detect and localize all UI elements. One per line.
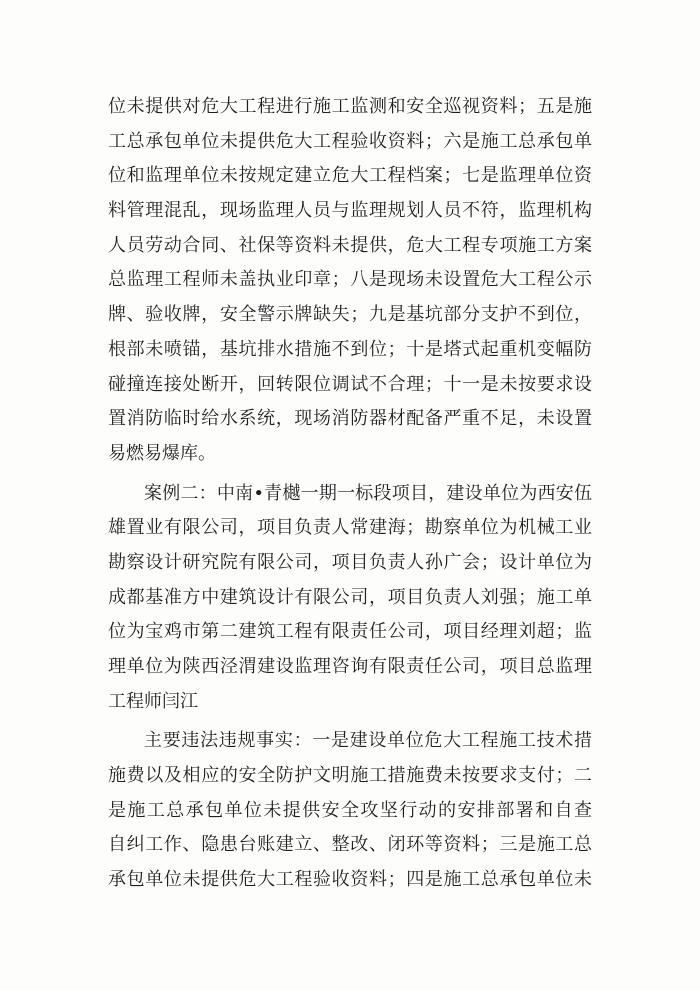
text-line: 案例二：中南•青樾一期一标段项目，建设单位为西安伍 xyxy=(144,482,592,504)
text-line: 自纠工作、隐患台账建立、整改、闭环等资料；三是施工总 xyxy=(108,834,592,856)
text-line: 位和监理单位未按规定建立危大工程档案；七是监理单位资 xyxy=(108,165,592,187)
text-line: 工总承包单位未提供危大工程验收资料；六是施工总承包单 xyxy=(108,130,592,152)
text-line: 易燃易爆库。 xyxy=(108,442,216,464)
text-line: 料管理混乱，现场监理人员与监理规划人员不符，监理机构 xyxy=(108,200,592,222)
text-line: 理单位为陕西泾渭建设监理咨询有限责任公司，项目总监理 xyxy=(108,656,592,677)
text-line: 是施工总承包单位未提供安全攻坚行动的安排部署和自查 xyxy=(108,799,592,821)
text-line: 置消防临时给水系统，现场消防器材配备严重不足，未设置 xyxy=(108,408,592,430)
text-line: 根部未喷锚，基坑排水措施不到位；十是塔式起重机变幅防 xyxy=(108,338,592,360)
text-line: 人员劳动合同、社保等资料未提供，危大工程专项施工方案 xyxy=(108,234,592,256)
text-line: 位未提供对危大工程进行施工监测和安全巡视资料；五是施 xyxy=(108,96,592,117)
text-line: 雄置业有限公司，项目负责人常建海；勘察单位为机械工业 xyxy=(108,517,592,539)
text-line: 总监理工程师未盖执业印章；八是现场未设置危大工程公示 xyxy=(108,269,592,291)
text-line: 位为宝鸡市第二建筑工程有限责任公司，项目经理刘超；监 xyxy=(108,621,592,643)
text-line: 勘察设计研究院有限公司，项目负责人孙广会；设计单位为 xyxy=(108,551,592,573)
text-line: 碰撞连接处断开，回转限位调试不合理；十一是未按要求设 xyxy=(108,373,592,395)
text-line: 承包单位未提供危大工程验收资料；四是施工总承包单位未 xyxy=(108,869,592,891)
document-body xyxy=(108,90,592,898)
paragraph-main-violations xyxy=(108,724,592,897)
paragraph-case-two xyxy=(108,477,592,720)
paragraph-violations-continued xyxy=(108,90,592,472)
text-line: 牌、验收牌，安全警示牌缺失；九是基坑部分支护不到位， xyxy=(108,304,592,326)
text-line: 施费以及相应的安全防护文明施工措施费未按要求支付；二 xyxy=(108,765,592,787)
text-line: 主要违法违规事实：一是建设单位危大工程施工技术措 xyxy=(144,730,592,752)
text-line: 工程师闫江 xyxy=(108,690,198,712)
text-line: 成都基准方中建筑设计有限公司，项目负责人刘强；施工单 xyxy=(108,586,592,608)
